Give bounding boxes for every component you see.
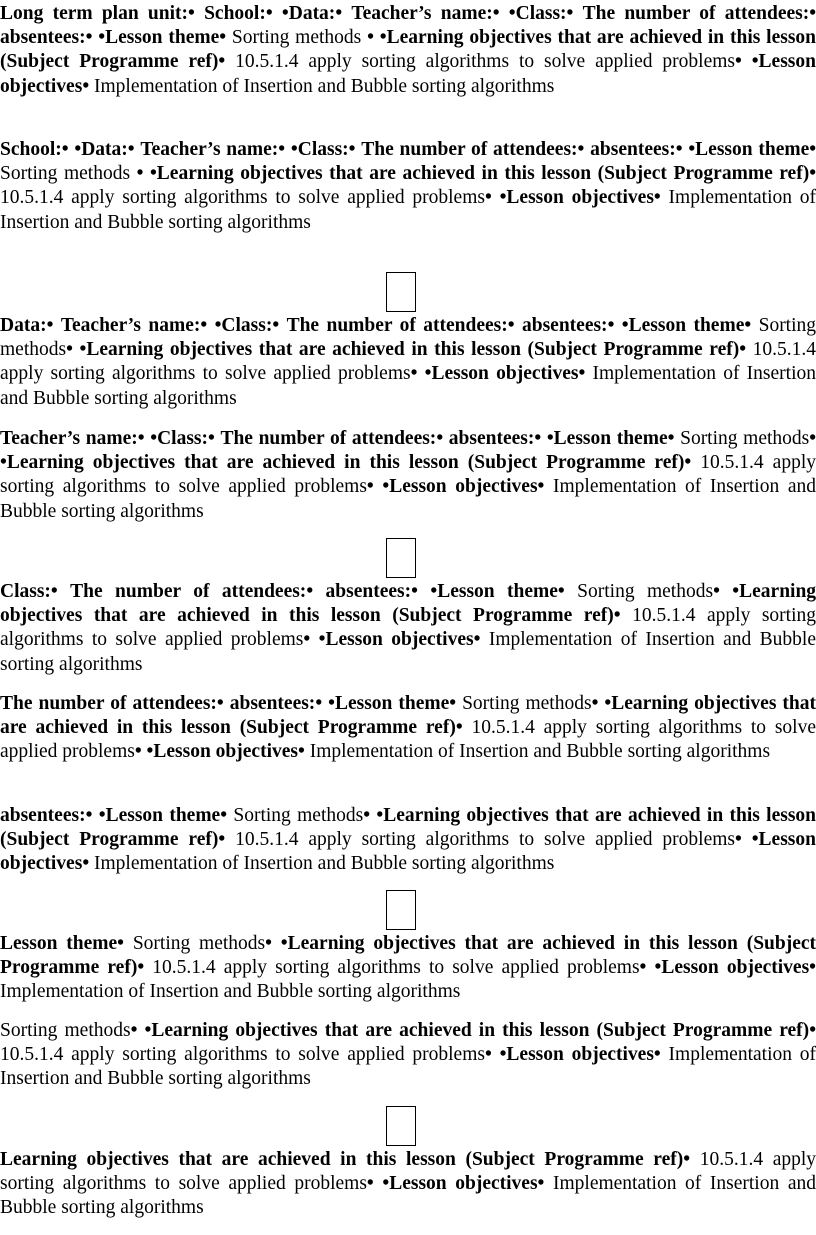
paragraph-long-term-plan: Long term plan unit:• School:• •Data:• Teacher’s name:• •Class:• The number of attendees:• absentees:• •Lesson theme• Sorting methods • •Learning objectives that are achieved in this lesson (Subject Programme ref)• 10.5.1.4 apply sorting algorithms to solve applied problems• •Lesson objectives• Implementation of Insertion and Bubble sorting algorithms bbox=[0, 3, 816, 97]
empty-checkbox-1 bbox=[386, 272, 416, 312]
empty-checkbox-3 bbox=[386, 890, 416, 930]
empty-checkbox-2 bbox=[386, 538, 416, 578]
paragraph-learning-objectives: Learning objectives that are achieved in this lesson (Subject Programme ref)• 10.5.1.4 apply sorting algorithms to solve applied problems• •Lesson objectives• Implementation of Insertion and Bubble sorting algorithms bbox=[0, 1149, 816, 1219]
paragraph-class: Class:• The number of attendees:• absentees:• •Lesson theme• Sorting methods• •Learning objectives that are achieved in this lesson (Subject Programme ref)• 10.5.1.4 apply sorting algorithms to solve applied problems• •Lesson objectives• Implementation of Insertion and Bubble sorting algorithms bbox=[0, 581, 816, 675]
paragraph-lesson-theme: Lesson theme• Sorting methods• •Learning objectives that are achieved in this lesson (Subject Programme ref)• 10.5.1.4 apply sorting algorithms to solve applied problems• •Lesson objectives• Implementation of Insertion and Bubble sorting algorithms bbox=[0, 933, 816, 1003]
paragraph-school: School:• •Data:• Teacher’s name:• •Class:• The number of attendees:• absentees:• •Lesson theme• Sorting methods • •Learning objectives that are achieved in this lesson (Subject Programme ref)• 10.5.1.4 apply sorting algorithms to solve applied problems• •Lesson objectives• Implementation of Insertion and Bubble sorting algorithms bbox=[0, 139, 816, 233]
paragraph-absentees: absentees:• •Lesson theme• Sorting methods• •Learning objectives that are achieved in this lesson (Subject Programme ref)• 10.5.1.4 apply sorting algorithms to solve applied problems• •Lesson objectives• Implementation of Insertion and Bubble sorting algorithms bbox=[0, 805, 816, 875]
paragraph-teacher: Teacher’s name:• •Class:• The number of attendees:• absentees:• •Lesson theme• Sorting methods• •Learning objectives that are achieved in this lesson (Subject Programme ref)• 10.5.1.4 apply sorting algorithms to solve applied problems• •Lesson objectives• Implementation of Insertion and Bubble sorting algorithms bbox=[0, 428, 816, 522]
empty-checkbox-4 bbox=[386, 1106, 416, 1146]
paragraph-sorting-methods: Sorting methods• •Learning objectives that are achieved in this lesson (Subject Programme ref)• 10.5.1.4 apply sorting algorithms to solve applied problems• •Lesson objectives• Implementation of Insertion and Bubble sorting algorithms bbox=[0, 1020, 816, 1090]
paragraph-attendees: The number of attendees:• absentees:• •Lesson theme• Sorting methods• •Learning objectives that are achieved in this lesson (Subject Programme ref)• 10.5.1.4 apply sorting algorithms to solve applied problems• •Lesson objectives• Implementation of Insertion and Bubble sorting algorithms bbox=[0, 693, 816, 763]
paragraph-data: Data:• Teacher’s name:• •Class:• The number of attendees:• absentees:• •Lesson theme• Sorting methods• •Learning objectives that are achieved in this lesson (Subject Programme ref)• 10.5.1.4 apply sorting algorithms to solve applied problems• •Lesson objectives• Implementation of Insertion and Bubble sorting algorithms bbox=[0, 315, 816, 409]
